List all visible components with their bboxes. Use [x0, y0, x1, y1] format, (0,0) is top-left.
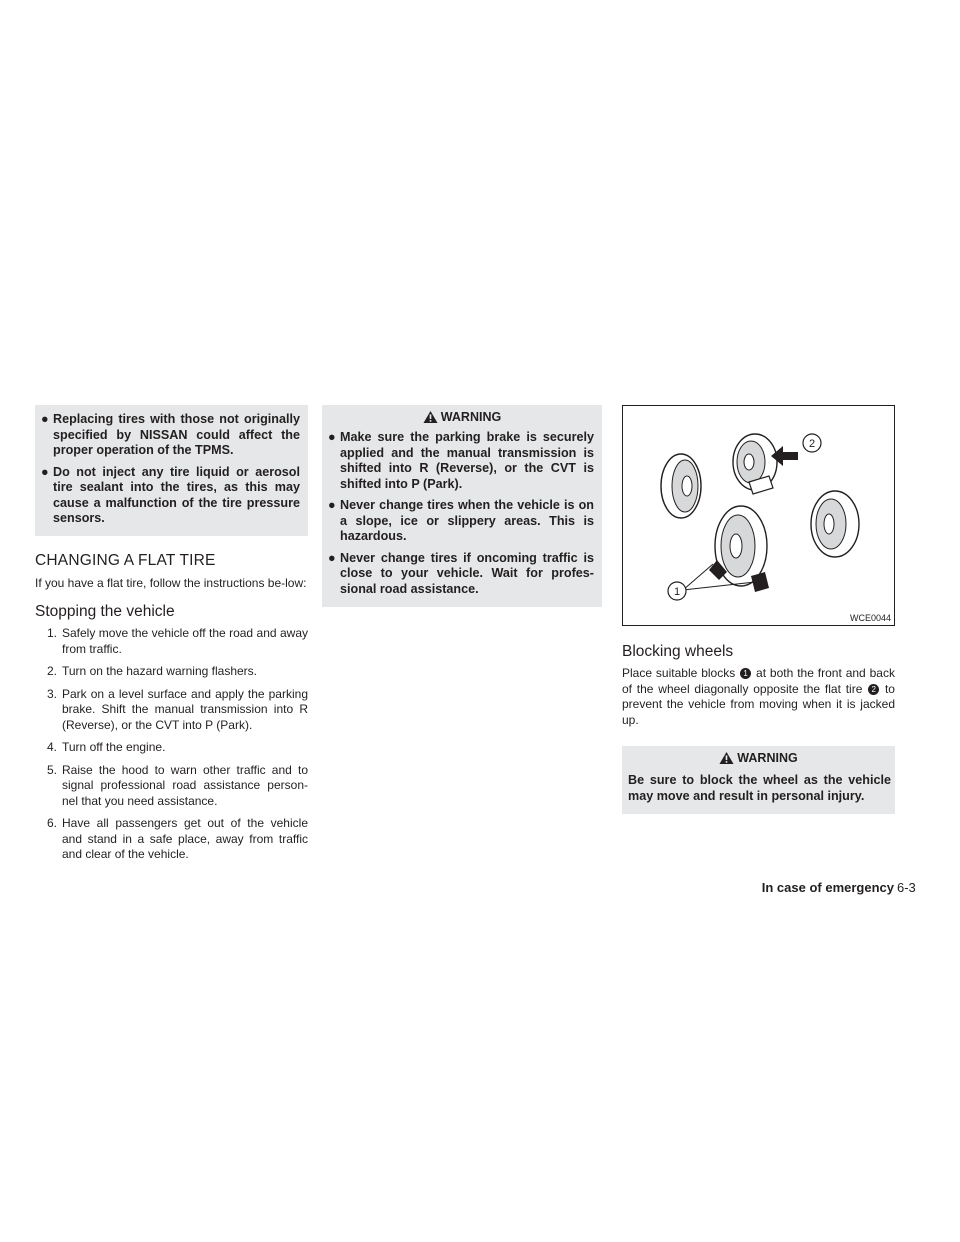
- warning-bullets: [322, 430, 602, 607]
- bullet-icon: ●: [41, 412, 49, 426]
- tire-left-icon: [661, 454, 701, 518]
- warning-triangle-icon: [423, 410, 438, 424]
- bullet-item: [328, 551, 594, 598]
- list-item: 5. Raise the hood to warn other traffic and to signal professional road assistance person-nel that you need assistance.: [46, 762, 308, 808]
- steps-list: [35, 626, 308, 863]
- warning-box: [622, 746, 895, 814]
- bullet-text: Replacing tires with those not originally specified by NISSAN could affect the proper operation of the TPMS.: [53, 412, 300, 457]
- right-column: [622, 405, 895, 814]
- bullet-text: Never change tires when the vehicle is on a slope, ice or slippery areas. This is hazardous.: [340, 498, 594, 543]
- list-item: 4. Turn off the engine.: [46, 740, 166, 754]
- label-2: 2: [808, 438, 816, 450]
- page-number: 6-3: [897, 880, 916, 895]
- blocking-paragraph: Place suitable blocks 1 at both the front and back of the wheel diagonally opposite the flat tire 2 to prevent the vehicle from moving when it is jacked up.: [622, 666, 895, 727]
- tires-drawing: [623, 406, 894, 625]
- list-item: 2. Turn on the hazard warning flashers.: [46, 664, 257, 678]
- section-footer: In case of emergency: [761, 880, 894, 895]
- warning-triangle-icon: [719, 751, 734, 765]
- list-item: 3. Park on a level surface and apply the parking brake. Shift the manual transmission into R (Reverse), or the CVT into P (Park).: [46, 686, 308, 732]
- bullet-item: [41, 465, 300, 527]
- bullet-icon: ●: [328, 550, 336, 565]
- bullet-icon: ●: [328, 430, 336, 444]
- callout-1-icon: 1: [740, 668, 751, 679]
- intro-paragraph: If you have a flat tire, follow the instructions be-low:: [35, 575, 307, 590]
- left-column: [35, 405, 308, 870]
- warning-title: WARNING: [737, 751, 798, 765]
- subsection-heading: Stopping the vehicle: [35, 603, 175, 620]
- warning-header: [622, 746, 895, 765]
- bullet-text: Do not inject any tire liquid or aerosol tire sealant into the tires, as this may cause a malfunction of the tire pressure sensors.: [53, 464, 300, 525]
- label-1: 1: [673, 586, 681, 598]
- tpms-caution-box: [35, 405, 308, 536]
- bullet-item: [328, 498, 594, 545]
- section-heading: CHANGING A FLAT TIRE: [35, 551, 216, 569]
- subsection-heading: Blocking wheels: [622, 643, 734, 660]
- warning-header: [322, 405, 602, 424]
- figure-code: WCE0044: [849, 613, 891, 623]
- bullet-text: Make sure the parking brake is securely applied and the manual transmission is shifted into R (Reverse), or the CVT is shifted into P (Park).: [340, 430, 594, 491]
- list-item: 1. Safely move the vehicle off the road and away from traffic.: [46, 626, 308, 656]
- middle-column: [322, 405, 602, 607]
- bullet-item: [41, 412, 300, 459]
- callout-2-icon: 2: [868, 684, 879, 695]
- tire-blocked-bottom-icon: [709, 506, 769, 592]
- tire-blocked-top-icon: [733, 434, 777, 494]
- bullet-icon: ●: [41, 464, 49, 479]
- warning-box: [322, 405, 602, 607]
- warning-title: WARNING: [440, 410, 502, 424]
- bullet-icon: ●: [328, 498, 336, 512]
- bullet-text: Never change tires if oncoming traffic is close to your vehicle. Wait for profes-sional road assistance.: [340, 550, 594, 596]
- bullet-item: [328, 430, 594, 492]
- wheel-blocking-illustration: [622, 405, 895, 626]
- list-item: 6. Have all passengers get out of the vehicle and stand in a safe place, away from traffic and clear of the vehicle.: [46, 816, 308, 861]
- tire-right-icon: [811, 491, 859, 557]
- warning-text: Be sure to block the wheel as the vehicle may move and result in personal injury.: [628, 773, 891, 803]
